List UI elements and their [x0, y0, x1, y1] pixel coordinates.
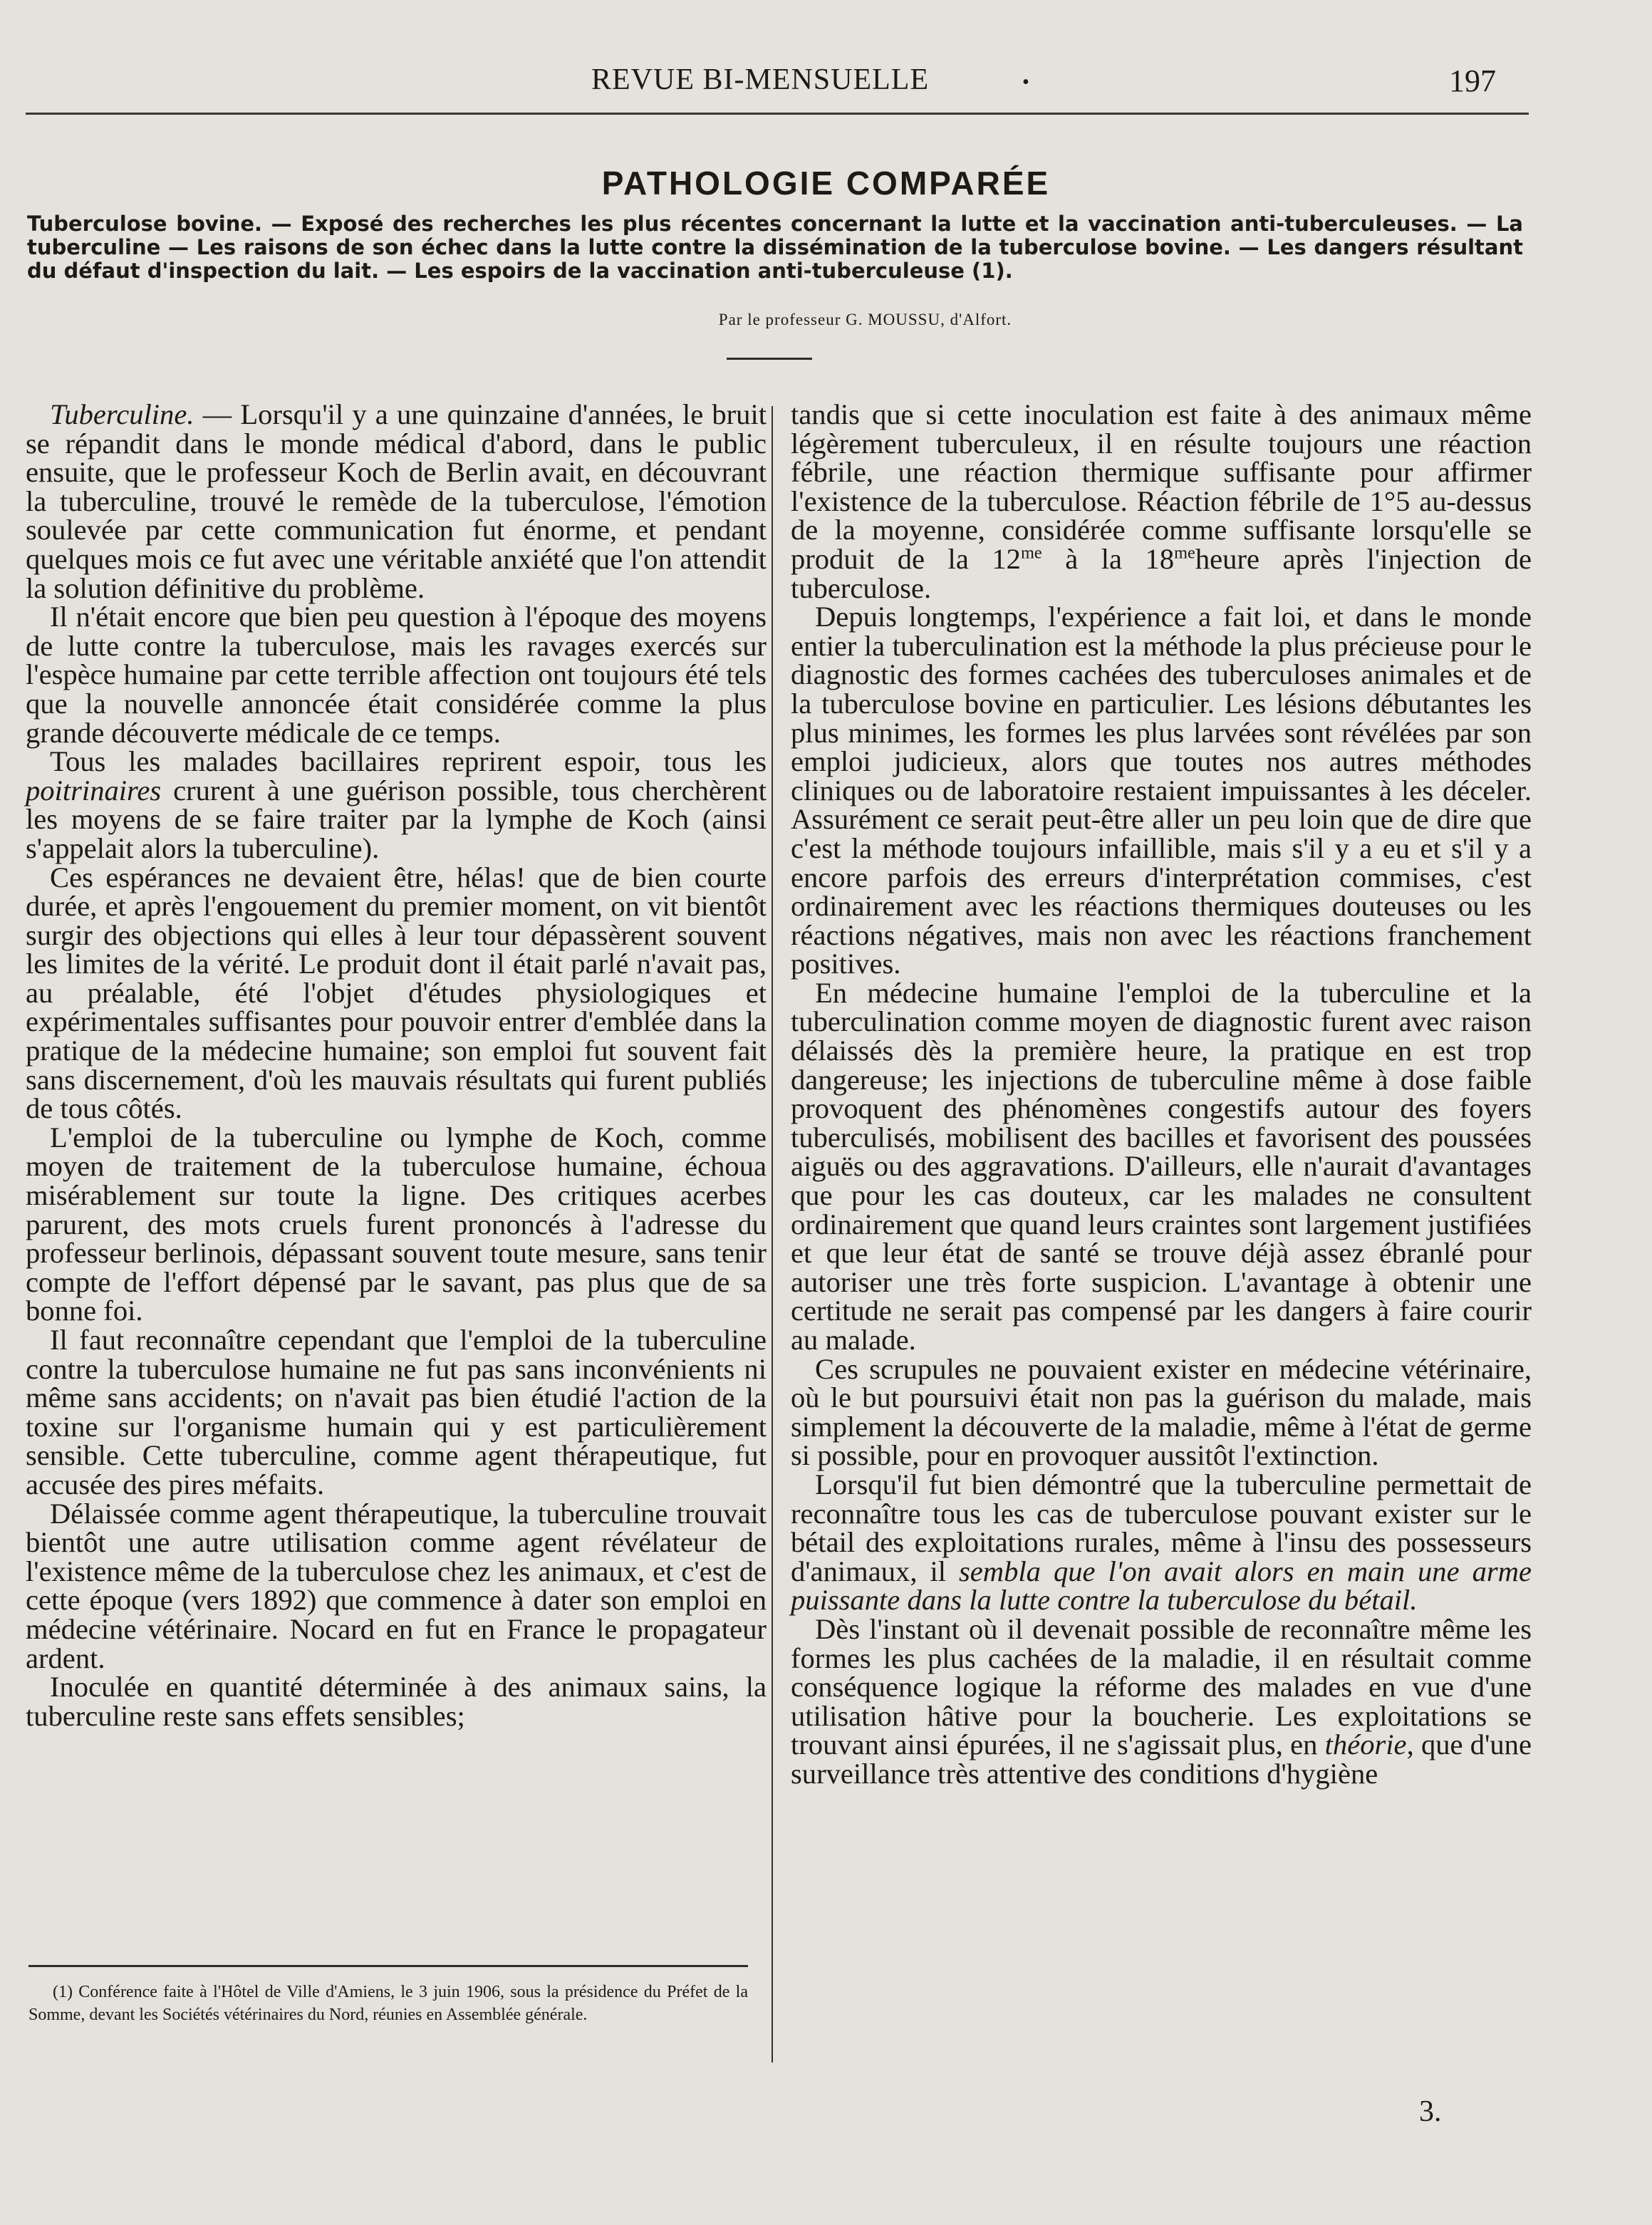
- paragraph-text: Lorsqu'il fut bien démontré que la tuberculine permettait de reconnaître tous les cas de tuberculose pouvant exister sur le bétail des exploitations rurales, même à l'insu des possesseurs d'animaux, il: [791, 1468, 1532, 1587]
- emphasis: poitrinaires: [26, 774, 162, 807]
- paragraph: [791, 1612, 1532, 1790]
- running-title: REVUE BI-MENSUELLE: [591, 63, 930, 96]
- paragraph-text: Tous les malades bacillaires reprirent espoir, tous les: [50, 745, 767, 778]
- paragraph-text: Dès l'instant où il devenait possible de reconnaître même les formes les plus cachées de la maladie, il en résultait comme conséquence logique la réforme des malades en vue d'une utilisation hâtive pour la boucherie. Les exploitations se trouvant ainsi épurées, il ne s'agissait plus, en: [791, 1612, 1532, 1761]
- footnote: (1) Conférence faite à l'Hôtel de Ville d'Amiens, le 3 juin 1906, sous la présidence du Préfet de la Somme, devant les Sociétés vétérinaires du Nord, réunies en Assemblée générale.: [28, 1983, 748, 2024]
- superscript: me: [1020, 543, 1042, 563]
- paragraph: [791, 1468, 1532, 1617]
- paragraph-text: tandis que si cette inoculation est faite à des animaux même légèrement tuberculeux, il en résulte toujours une réaction fébrile, une réaction thermique suffisante pour affirmer l'existence de la tuberculose. Réaction fébrile de 1°5 au-dessus de la moyenne, considérée comme suffisante lorsqu'elle se produit de la 12: [791, 398, 1532, 575]
- emphasis: sembla que l'on avait alors en main une arme puissante dans la lutte contre la tuberculose du bétail.: [791, 1555, 1532, 1617]
- paragraph: L'emploi de la tuberculine ou lymphe de Koch, comme moyen de traitement de la tuberculose humaine, échoua misérablement sur toute la ligne. Des critiques acerbes parurent, des mots cruels furent prononcés à l'adresse du professeur berlinois, dépassant souvent toute mesure, sans tenir compte de l'effort dépensé par le savant, pas plus que de sa bonne foi.: [26, 1121, 767, 1327]
- emphasis: théorie: [1324, 1728, 1407, 1761]
- title-separator: [727, 358, 812, 360]
- paragraph: Inoculée en quantité déterminée à des animaux sains, la tuberculine reste sans effets sensibles;: [26, 1671, 767, 1732]
- byline-text: Par le professeur G. MOUSSU, d'Alfort.: [718, 311, 1012, 328]
- paragraph-text: heure après l'injection de tuberculose.: [791, 542, 1532, 604]
- paragraph: Délaissée comme agent thérapeutique, la tuberculine trouvait bientôt une autre utilisation comme agent révélateur de l'existence même de la tuberculose chez les animaux, et c'est de cette époque (vers 1892) que commence à dater son emploi en médecine vétérinaire. Nocard en fut en France le propagateur ardent.: [26, 1497, 767, 1674]
- section-title: PATHOLOGIE COMPARÉE: [601, 165, 1051, 202]
- paragraph: Il faut reconnaître cependant que l'emploi de la tuberculine contre la tuberculose humaine ne fut pas sans inconvénients ni même sans accidents; on n'avait pas bien étudié l'action de la toxine sur l'organisme humain qui y est particulièrement sensible. Cette tuberculine, comme agent thérapeutique, fut accusée des pires méfaits.: [26, 1324, 767, 1500]
- column-divider: [772, 406, 773, 2063]
- header-ornament: •: [1022, 71, 1029, 93]
- summary-text: Tuberculose bovine. — Exposé des recherches les plus récentes concernant la lutte et la vaccination anti-tuberculeuses. — La tuberculine — Les raisons de son échec dans la lutte contre la dissémination de la tuberculose bovine. — Les dangers résultant du défaut d'inspection du lait. — Les espoirs de la vaccination anti-tuberculeuse (1).: [27, 212, 1523, 283]
- paragraph-lead: Tuberculine.: [50, 398, 194, 430]
- paragraph: Ces espérances ne devaient être, hélas! que de bien courte durée, et après l'engouement du premier moment, on vit bientôt surgir des objections qui elles à leur tour dépassèrent souvent les limites de la vérité. Le produit dont il était parlé n'avait pas, au préalable, été l'objet d'études physiologiques et expérimentales suffisantes pour pouvoir entrer d'emblée dans la pratique de la médecine humaine; son emploi fut souvent fait sans discernement, d'où les mauvais résultats qui furent publiés de tous côtés.: [26, 861, 767, 1125]
- paragraph: [791, 400, 1532, 603]
- footnote-rule: [28, 1965, 748, 1967]
- byline: [0, 311, 1652, 329]
- paragraph-text: à la 18: [1041, 542, 1175, 575]
- right-column: [791, 400, 1532, 1789]
- paragraph: [26, 400, 767, 603]
- paragraph-text: — Lorsqu'il y a une quinzaine d'années, le bruit se répandit dans le monde médical d'abord, dans le public ensuite, que le professeur Koch de Berlin avait, en découvrant la tuberculine, trouvé le remède de la tuberculose, l'émotion soulevée par cette communication fut énorme, et pendant quelques mois ce fut avec une véritable anxiété que l'on attendit la solution définitive du problème.: [26, 398, 767, 604]
- paragraph: [26, 747, 767, 863]
- header-rule: [26, 113, 1529, 115]
- paragraph-text: , que d'une surveillance très attentive des conditions d'hygiène: [791, 1728, 1532, 1790]
- page-header: [28, 63, 1524, 105]
- article-summary: [27, 212, 1523, 283]
- paragraph: Il n'était encore que bien peu question à l'époque des moyens de lutte contre la tuberculose, mais les ravages exercés sur l'espèce humaine par cette terrible affection ont toujours été tels que la nouvelle annoncée était considérée comme la plus grande découverte médicale de ce temps.: [26, 601, 767, 749]
- signature-mark: 3.: [1419, 2095, 1442, 2128]
- left-column: [26, 400, 767, 1731]
- paragraph: Depuis longtemps, l'expérience a fait loi, et dans le monde entier la tuberculination est la méthode la plus précieuse pour le diagnostic des formes cachées des tuberculoses animales et de la tuberculose bovine en particulier. Les lésions débutantes les plus minimes, les formes les plus larvées sont révélées par son emploi judicieux, alors que toutes nos autres méthodes cliniques ou de laboratoire restaient impuissantes à les déceler. Assurément ce serait peut-être aller un peu loin que de dire que c'est la méthode toujours infaillible, mais s'il y a eu et s'il y a encore parfois des erreurs d'interprétation commises, c'est ordinairement avec les réactions thermiques douteuses ou les réactions négatives, mais non avec les réactions franchement positives.: [791, 601, 1532, 980]
- superscript: me: [1174, 543, 1195, 563]
- paragraph: En médecine humaine l'emploi de la tuberculine et la tuberculination comme moyen de diagnostic furent avec raison délaissés dès la première heure, la pratique en est trop dangereuse; les injections de tuberculine même à dose faible provoquent des phénomènes congestifs autour des foyers tuberculisés, mobilisent des bacilles et favorisent des poussées aiguës ou des aggravations. D'ailleurs, elle n'aurait d'avantages que pour les cas douteux, car les malades ne consultent ordinairement que quand leurs craintes sont largement justifiées et que leur état de santé se trouve déjà assez ébranlé pour autoriser une très forte suspicion. L'avantage à obtenir une certitude ne serait pas compensé par les dangers à faire courir au malade.: [791, 976, 1532, 1356]
- page-number: 197: [1449, 63, 1496, 98]
- paragraph: Ces scrupules ne pouvaient exister en médecine vétérinaire, où le but poursuivi était non pas la guérison du malade, mais simplement la découverte de la maladie, même à l'état de germe si possible, pour en provoquer aussitôt l'extinction.: [791, 1352, 1532, 1472]
- paragraph-text: crurent à une guérison possible, tous cherchèrent les moyens de se faire traiter par la lymphe de Koch (ainsi s'appelait alors la tuberculine).: [26, 774, 767, 864]
